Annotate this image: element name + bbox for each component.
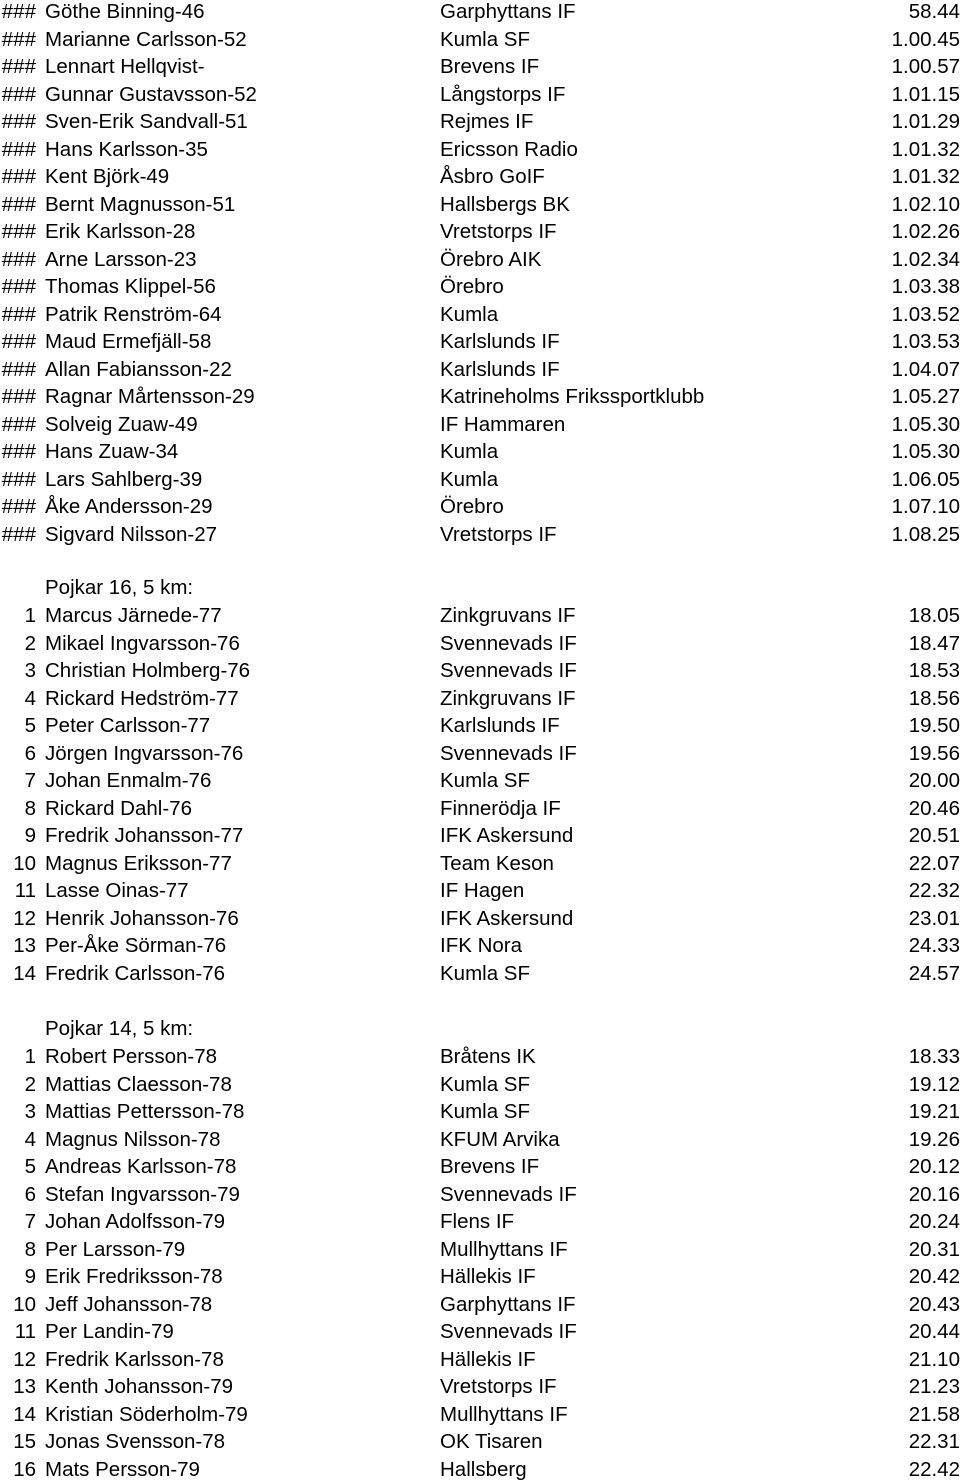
result-row	[0, 328, 960, 356]
athlete-name: Mattias Pettersson-78	[45, 1100, 245, 1123]
athlete-name: Fredrik Karlsson-78	[45, 1347, 224, 1371]
result-row	[0, 795, 960, 823]
section-heading: Pojkar 14, 5 km:	[45, 1017, 194, 1040]
result-row	[0, 81, 960, 109]
athlete-name: Arne Larsson-23	[45, 247, 197, 271]
club-name: Vretstorps IF	[440, 220, 557, 243]
club-name: Flens IF	[440, 1210, 515, 1233]
finish-time: 58.44	[908, 0, 960, 23]
athlete-name: Rickard Dahl-76	[45, 796, 192, 820]
athlete-name: Johan Enmalm-76	[45, 769, 212, 792]
placing: 8	[24, 1237, 36, 1261]
club-name: Åsbro GoIF	[440, 165, 545, 188]
placing: 3	[24, 659, 36, 682]
club-name: Finnerödja IF	[440, 796, 561, 820]
athlete-name: Göthe Binning-46	[45, 0, 205, 23]
club-name: Rejmes IF	[440, 110, 534, 133]
placing: 2	[24, 631, 36, 655]
placing: ###	[1, 220, 36, 243]
club-name: Zinkgruvans IF	[440, 686, 576, 710]
athlete-name: Patrik Renström-64	[45, 302, 222, 326]
placing: ###	[1, 357, 36, 381]
placing: 10	[13, 851, 36, 875]
placing: 4	[24, 686, 36, 710]
finish-time: 1.01.15	[891, 82, 960, 106]
club-name: Svennevads IF	[440, 1182, 577, 1206]
athlete-name: Mikael Ingvarsson-76	[45, 631, 240, 655]
club-name: Kumla SF	[440, 27, 530, 51]
finish-time: 22.42	[908, 1457, 960, 1481]
club-name: Kumla	[440, 302, 499, 326]
club-name: Svennevads IF	[440, 631, 577, 655]
club-name: Vretstorps IF	[440, 522, 557, 546]
athlete-name: Allan Fabiansson-22	[45, 357, 232, 381]
athlete-name: Stefan Ingvarsson-79	[45, 1182, 240, 1206]
finish-time: 24.57	[908, 961, 960, 985]
result-row	[0, 521, 960, 549]
club-name: Svennevads IF	[440, 741, 577, 765]
placing: ###	[1, 275, 36, 298]
club-name: Mullhyttans IF	[440, 1402, 568, 1426]
finish-time: 20.00	[908, 769, 960, 792]
result-row	[0, 905, 960, 933]
result-row	[0, 1291, 960, 1319]
club-name: Zinkgruvans IF	[440, 604, 576, 627]
result-row	[0, 1318, 960, 1346]
result-row	[0, 1428, 960, 1456]
club-name: Garphyttans IF	[440, 0, 576, 23]
placing: 11	[14, 879, 36, 902]
club-name: Karlslunds IF	[440, 330, 560, 353]
athlete-name: Henrik Johansson-76	[45, 906, 239, 930]
athlete-name: Thomas Klippel-56	[45, 275, 216, 298]
athlete-name: Andreas Karlsson-78	[45, 1155, 237, 1178]
finish-time: 24.33	[908, 934, 960, 957]
club-name: IF Hammaren	[440, 412, 566, 436]
placing: 13	[13, 934, 36, 957]
result-row	[0, 191, 960, 219]
finish-time: 20.51	[908, 824, 960, 847]
placing: ###	[1, 82, 36, 106]
placing: 11	[14, 1320, 36, 1343]
club-name: Örebro	[440, 275, 504, 298]
placing: 5	[24, 1155, 36, 1178]
placing: 12	[13, 906, 36, 930]
club-name: Svennevads IF	[440, 1320, 577, 1343]
athlete-name: Fredrik Johansson-77	[45, 824, 244, 847]
club-name: Kumla SF	[440, 1100, 530, 1123]
placing: ###	[1, 412, 36, 436]
athlete-name: Solveig Zuaw-49	[45, 412, 198, 436]
finish-time: 18.05	[908, 604, 960, 627]
athlete-name: Per Landin-79	[45, 1320, 174, 1343]
result-row	[0, 411, 960, 439]
result-row	[0, 1401, 960, 1429]
placing: 1	[24, 1045, 36, 1068]
athlete-name: Jeff Johansson-78	[45, 1292, 213, 1316]
result-row	[0, 246, 960, 274]
club-name: Mullhyttans IF	[440, 1237, 568, 1261]
athlete-name: Marianne Carlsson-52	[45, 27, 247, 51]
club-name: Kumla SF	[440, 961, 530, 985]
finish-time: 18.56	[908, 686, 960, 710]
club-name: Garphyttans IF	[440, 1292, 576, 1316]
finish-time: 20.42	[908, 1265, 960, 1288]
finish-time: 18.53	[908, 659, 960, 682]
finish-time: 22.07	[908, 851, 960, 875]
placing: 12	[13, 1347, 36, 1371]
club-name: KFUM Arvika	[440, 1127, 560, 1151]
placing: 1	[24, 604, 36, 627]
placing: 3	[24, 1100, 36, 1123]
result-row	[0, 932, 960, 960]
athlete-name: Lars Sahlberg-39	[45, 467, 203, 491]
club-name: Brevens IF	[440, 1155, 540, 1178]
result-row	[0, 1346, 960, 1374]
club-name: Vretstorps IF	[440, 1375, 557, 1398]
finish-time: 20.31	[908, 1237, 960, 1261]
placing: 9	[24, 1265, 36, 1288]
club-name: IFK Nora	[440, 934, 523, 957]
result-row	[0, 850, 960, 878]
finish-time: 18.33	[908, 1045, 960, 1068]
section-heading: Pojkar 16, 5 km:	[45, 576, 194, 599]
athlete-name: Erik Fredriksson-78	[45, 1265, 223, 1288]
result-row	[0, 685, 960, 713]
result-row	[0, 218, 960, 246]
result-row	[0, 602, 960, 630]
athlete-name: Gunnar Gustavsson-52	[45, 82, 257, 106]
club-name: Ericsson Radio	[440, 137, 578, 161]
finish-time: 19.50	[908, 714, 960, 737]
result-row	[0, 1153, 960, 1181]
club-name: OK Tisaren	[440, 1430, 543, 1453]
result-row	[0, 1043, 960, 1071]
result-row	[0, 438, 960, 466]
finish-time: 1.01.32	[891, 137, 960, 161]
result-row	[0, 1208, 960, 1236]
athlete-name: Kristian Söderholm-79	[45, 1402, 248, 1426]
club-name: Örebro	[440, 495, 504, 518]
placing: ###	[1, 55, 36, 78]
finish-time: 22.32	[908, 879, 960, 902]
placing: ###	[1, 385, 36, 408]
placing: 16	[13, 1457, 36, 1481]
finish-time: 20.16	[908, 1182, 960, 1206]
athlete-name: Erik Karlsson-28	[45, 220, 196, 243]
club-name: IFK Askersund	[440, 824, 574, 847]
athlete-name: Hans Karlsson-35	[45, 137, 208, 161]
finish-time: 1.00.57	[891, 55, 960, 78]
athlete-name: Jörgen Ingvarsson-76	[45, 741, 244, 765]
result-row	[0, 1456, 960, 1484]
placing: 5	[24, 714, 36, 737]
club-name: Hallsberg	[440, 1457, 527, 1481]
athlete-name: Rickard Hedström-77	[45, 686, 239, 710]
athlete-name: Johan Adolfsson-79	[45, 1210, 226, 1233]
result-row	[0, 136, 960, 164]
club-name: Karlslunds IF	[440, 714, 560, 737]
athlete-name: Åke Andersson-29	[45, 495, 213, 518]
finish-time: 1.03.52	[891, 302, 960, 326]
finish-time: 1.02.34	[891, 247, 960, 271]
placing: ###	[1, 467, 36, 491]
result-row	[0, 26, 960, 54]
finish-time: 1.07.10	[891, 495, 960, 518]
result-row	[0, 767, 960, 795]
result-row	[0, 356, 960, 384]
athlete-name: Peter Carlsson-77	[45, 714, 211, 737]
athlete-name: Robert Persson-78	[45, 1045, 218, 1068]
result-row	[0, 657, 960, 685]
club-name: Hällekis IF	[440, 1347, 536, 1371]
result-row	[0, 1098, 960, 1126]
finish-time: 1.01.32	[891, 165, 960, 188]
club-name: Team Keson	[440, 851, 554, 875]
athlete-name: Maud Ermefjäll-58	[45, 330, 212, 353]
club-name: Hallsbergs BK	[440, 192, 570, 216]
placing: 2	[24, 1072, 36, 1096]
result-row	[0, 712, 960, 740]
placing: ###	[1, 165, 36, 188]
athlete-name: Bernt Magnusson-51	[45, 192, 236, 216]
finish-time: 1.04.07	[891, 357, 960, 381]
result-row	[0, 163, 960, 191]
placing: ###	[1, 192, 36, 216]
placing: 6	[24, 741, 36, 765]
result-row	[0, 877, 960, 905]
club-name: Örebro AIK	[440, 247, 542, 271]
athlete-name: Jonas Svensson-78	[45, 1430, 226, 1453]
result-row	[0, 273, 960, 301]
finish-time: 21.58	[908, 1402, 960, 1426]
club-name: Kumla	[440, 440, 499, 463]
athlete-name: Per-Åke Sörman-76	[45, 934, 227, 957]
club-name: IF Hagen	[440, 879, 525, 902]
placing: 13	[13, 1375, 36, 1398]
athlete-name: Magnus Nilsson-78	[45, 1127, 221, 1151]
finish-time: 20.24	[908, 1210, 960, 1233]
result-row	[0, 1071, 960, 1099]
club-name: Svennevads IF	[440, 659, 577, 682]
club-name: Kumla	[440, 467, 499, 491]
placing: 10	[13, 1292, 36, 1316]
finish-time: 19.56	[908, 741, 960, 765]
placing: ###	[1, 247, 36, 271]
placing: 14	[13, 961, 36, 985]
finish-time: 1.03.53	[891, 330, 960, 353]
athlete-name: Sven-Erik Sandvall-51	[45, 110, 248, 133]
placing: ###	[1, 110, 36, 133]
athlete-name: Lasse Oinas-77	[45, 879, 189, 902]
finish-time: 1.06.05	[891, 467, 960, 491]
finish-time: 1.02.10	[891, 192, 960, 216]
result-row	[0, 1263, 960, 1291]
finish-time: 19.26	[908, 1127, 960, 1151]
placing: 7	[24, 1210, 36, 1233]
athlete-name: Christian Holmberg-76	[45, 659, 251, 682]
athlete-name: Kenth Johansson-79	[45, 1375, 234, 1398]
club-name: Katrineholms Frikssportklubb	[440, 385, 705, 408]
result-row	[0, 383, 960, 411]
result-row	[0, 466, 960, 494]
finish-time: 20.43	[908, 1292, 960, 1316]
placing: ###	[1, 440, 36, 463]
placing: ###	[1, 522, 36, 546]
placing: ###	[1, 137, 36, 161]
finish-time: 1.05.30	[891, 440, 960, 463]
finish-time: 1.01.29	[891, 110, 960, 133]
placing: 8	[24, 796, 36, 820]
result-row	[0, 740, 960, 768]
athlete-name: Ragnar Mårtensson-29	[45, 385, 255, 408]
result-row	[0, 108, 960, 136]
athlete-name: Per Larsson-79	[45, 1237, 186, 1261]
result-row	[0, 1181, 960, 1209]
athlete-name: Mats Persson-79	[45, 1457, 200, 1481]
finish-time: 23.01	[908, 906, 960, 930]
result-row	[0, 1236, 960, 1264]
club-name: Kumla SF	[440, 1072, 530, 1096]
placing: ###	[1, 27, 36, 51]
athlete-name: Marcus Järnede-77	[45, 604, 222, 627]
club-name: Långstorps IF	[440, 82, 566, 106]
finish-time: 20.44	[908, 1320, 960, 1343]
result-row	[0, 493, 960, 521]
finish-time: 1.08.25	[891, 522, 960, 546]
athlete-name: Mattias Claesson-78	[45, 1072, 232, 1096]
result-row	[0, 1126, 960, 1154]
athlete-name: Hans Zuaw-34	[45, 440, 179, 463]
placing: ###	[1, 330, 36, 353]
placing: 6	[24, 1182, 36, 1206]
finish-time: 1.05.30	[891, 412, 960, 436]
finish-time: 22.31	[908, 1430, 960, 1453]
athlete-name: Lennart Hellqvist-	[45, 55, 205, 78]
result-row	[0, 53, 960, 81]
placing: 7	[24, 769, 36, 792]
placing: ###	[1, 302, 36, 326]
placing: ###	[1, 495, 36, 518]
result-row	[0, 822, 960, 850]
club-name: Hällekis IF	[440, 1265, 536, 1288]
club-name: IFK Askersund	[440, 906, 574, 930]
result-row	[0, 1373, 960, 1401]
club-name: Karlslunds IF	[440, 357, 560, 381]
placing: 14	[13, 1402, 36, 1426]
finish-time: 1.02.26	[891, 220, 960, 243]
athlete-name: Magnus Eriksson-77	[45, 851, 232, 875]
finish-time: 19.21	[908, 1100, 960, 1123]
result-row	[0, 960, 960, 988]
athlete-name: Fredrik Carlsson-76	[45, 961, 225, 985]
club-name: Bråtens IK	[440, 1045, 536, 1068]
club-name: Kumla SF	[440, 769, 530, 792]
finish-time: 20.46	[908, 796, 960, 820]
finish-time: 1.03.38	[891, 275, 960, 298]
club-name: Brevens IF	[440, 55, 540, 78]
placing: 4	[24, 1127, 36, 1151]
finish-time: 18.47	[908, 631, 960, 655]
placing: ###	[1, 0, 36, 23]
finish-time: 20.12	[908, 1155, 960, 1178]
athlete-name: Kent Björk-49	[45, 165, 170, 188]
finish-time: 21.23	[908, 1375, 960, 1398]
athlete-name: Sigvard Nilsson-27	[45, 522, 218, 546]
finish-time: 21.10	[908, 1347, 960, 1371]
finish-time: 1.00.45	[891, 27, 960, 51]
placing: 15	[13, 1430, 36, 1453]
placing: 9	[24, 824, 36, 847]
result-row	[0, 0, 960, 26]
finish-time: 19.12	[908, 1072, 960, 1096]
finish-time: 1.05.27	[891, 385, 960, 408]
result-row	[0, 301, 960, 329]
result-row	[0, 630, 960, 658]
